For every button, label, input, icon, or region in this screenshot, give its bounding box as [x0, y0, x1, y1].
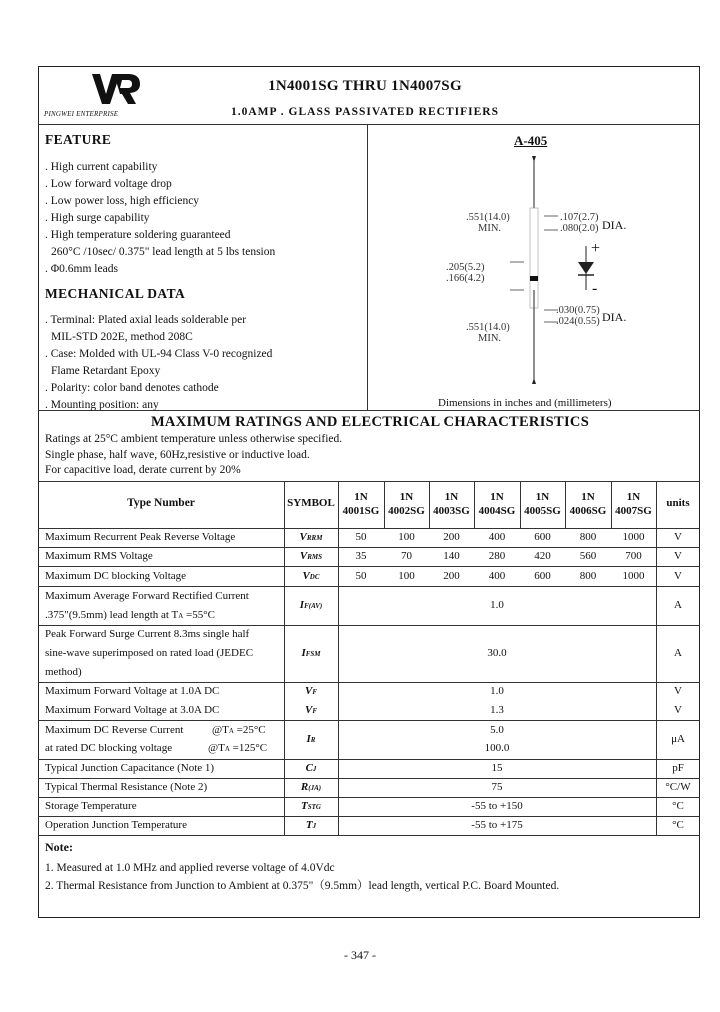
cathode-band [530, 276, 538, 281]
ratings-line: Ratings at 25°C ambient temperature unless otherwise specified. [45, 433, 343, 445]
unit-cell: μA [671, 733, 685, 745]
value-cell: 70 [401, 550, 412, 562]
list-item: . Terminal: Plated axial leads solderable per [45, 314, 247, 326]
ratings-line: For capacitive load, derate current by 20% [45, 464, 241, 476]
symbol-cell: VDC [302, 570, 320, 582]
value-cell: 30.0 [487, 647, 507, 659]
page-title: 1N4001SG THRU 1N4007SG [268, 78, 462, 94]
list-item: . Case: Molded with UL-94 Class V-0 recognized [45, 348, 273, 360]
value-cell: 700 [625, 550, 642, 562]
note-item: 2. Thermal Resistance from Junction to Ambient at 0.375"（9.5mm）lead length, vertical P.C. Board Mounted. [45, 880, 560, 892]
value-cell: 75 [491, 781, 503, 793]
param-label: .375"(9.5mm) lead length at TA =55°C [45, 609, 215, 621]
unit-cell: A [674, 647, 682, 659]
list-item: . Low forward voltage drop [45, 178, 172, 190]
symbol-header: SYMBOL [287, 497, 335, 509]
divider [367, 124, 368, 410]
value-cell: 400 [488, 531, 506, 543]
param-label: Storage Temperature [45, 800, 137, 812]
value-cell: 1.0 [490, 685, 504, 697]
dim-lead-bottom: .551(14.0) MIN. [466, 322, 510, 344]
company-logo [44, 70, 164, 120]
value-cell: 50 [355, 531, 367, 543]
param-label: Maximum DC blocking Voltage [45, 570, 187, 582]
param-label: Maximum Forward Voltage at 1.0A DC [45, 685, 220, 697]
symbol-cell: CJ [305, 762, 317, 774]
value-cell: 1.3 [490, 704, 504, 716]
param-label: Typical Thermal Resistance (Note 2) [45, 781, 208, 793]
value-cell: 1000 [622, 570, 645, 582]
model-header: 1N 4002SG [388, 491, 425, 517]
param-label: Peak Forward Surge Current 8.3ms single half [45, 628, 250, 640]
param-label: at rated DC blocking voltage [45, 742, 173, 754]
unit-cell: V [674, 531, 682, 543]
ratings-line: Single phase, half wave, 60Hz,resistive or inductive load. [45, 448, 310, 461]
dim-body-diameter-label: DIA. [602, 218, 627, 232]
value-cell: 1000 [622, 531, 645, 543]
ratings-heading: MAXIMUM RATINGS AND ELECTRICAL CHARACTERISTICS [150, 414, 590, 430]
unit-cell: °C [672, 800, 684, 812]
value-cell: 200 [443, 570, 460, 582]
divider [38, 410, 700, 411]
list-item: . Mounting position: any [45, 399, 159, 411]
value-cell: -55 to +150 [471, 800, 523, 812]
dim-lead-top: .551(14.0) MIN. [466, 212, 510, 234]
value-cell: 420 [534, 550, 551, 562]
param-condition: @TA =125°C [208, 742, 268, 754]
plus-sign: + [591, 240, 601, 257]
value-cell: 200 [443, 531, 460, 543]
value-cell: 5.0 [490, 724, 504, 736]
dim-lead-diameter-label: DIA. [602, 310, 627, 324]
list-item: MIL-STD 202E, method 208C [51, 331, 193, 343]
notes-heading: Note: [45, 840, 73, 854]
value-cell: 140 [443, 550, 460, 562]
param-label: Maximum Average Forward Rectified Current [45, 590, 249, 602]
dimension-note: Dimensions in inches and (millimeters) [438, 397, 612, 409]
dim-lead-diameter: .030(0.75) .024(0.55) [556, 305, 600, 327]
param-condition: @TA =25°C [212, 724, 266, 736]
package-name: A-405 [514, 133, 548, 148]
diode-symbol-triangle [578, 262, 594, 274]
value-cell: 280 [488, 550, 506, 562]
ratings-notes [45, 432, 342, 479]
symbol-cell: TJ [305, 819, 317, 831]
value-cell: 50 [355, 570, 367, 582]
model-header: 1N 4003SG [433, 491, 470, 517]
param-label: Maximum DC Reverse Current [45, 724, 184, 736]
list-item: . Low power loss, high efficiency [45, 195, 200, 207]
symbol-cell: VF [304, 704, 317, 716]
list-item: Flame Retardant Epoxy [51, 365, 161, 377]
unit-cell: V [674, 570, 682, 582]
feature-list [45, 159, 275, 278]
divider [38, 124, 700, 125]
value-cell: 600 [534, 531, 551, 543]
note-item: 1. Measured at 1.0 MHz and applied reverse voltage of 4.0Vdc [45, 862, 335, 874]
symbol-cell: VRRM [299, 531, 323, 543]
param-label: Maximum Forward Voltage at 3.0A DC [45, 704, 220, 716]
param-label: Maximum RMS Voltage [45, 550, 153, 562]
list-item: . Φ0.6mm leads [45, 263, 118, 275]
unit-cell: V [674, 550, 682, 562]
model-header: 1N 4001SG [342, 491, 380, 517]
unit-cell: V [674, 704, 682, 716]
list-item: . High temperature soldering guaranteed [45, 229, 231, 241]
param-label: method) [45, 666, 82, 678]
units-header: units [666, 497, 690, 509]
type-number-header: Type Number [127, 497, 195, 509]
value-cell: 100 [398, 531, 415, 543]
param-label: sine-wave superimposed on rated load (JEDEC [45, 647, 254, 659]
page-subtitle: 1.0AMP . GLASS PASSIVATED RECTIFIERS [231, 106, 499, 118]
symbol-cell: IR [306, 733, 316, 745]
value-cell: 600 [534, 570, 551, 582]
dim-body-length: .205(5.2) .166(4.2) [446, 262, 485, 284]
symbol-cell: VF [304, 685, 317, 697]
model-header: 1N 4004SG [478, 491, 516, 517]
value-cell: 560 [579, 550, 597, 562]
page-number: - 347 - [344, 948, 376, 962]
value-cell: 15 [491, 762, 503, 774]
minus-sign: - [592, 280, 598, 297]
value-cell: 100.0 [484, 742, 510, 754]
param-label: Maximum Recurrent Peak Reverse Voltage [45, 531, 236, 543]
list-item: . High surge capability [45, 212, 150, 224]
value-cell: 800 [579, 531, 597, 543]
list-item: . High current capability [45, 161, 158, 173]
list-item: . Polarity: color band denotes cathode [45, 382, 219, 394]
value-cell: -55 to +175 [471, 819, 523, 831]
model-header: 1N 4005SG [524, 491, 561, 517]
logo-text: PINGWEI ENTERPRISE [44, 110, 119, 118]
unit-cell: °C/W [665, 781, 691, 793]
mechanical-list [45, 312, 272, 414]
value-cell: 800 [579, 570, 597, 582]
value-cell: 400 [488, 570, 506, 582]
param-label: Typical Junction Capacitance (Note 1) [45, 762, 215, 774]
symbol-cell: IFSM [301, 647, 321, 659]
symbol-cell: IF(AV) [299, 599, 323, 611]
unit-cell: V [674, 685, 682, 697]
model-header: 1N 4006SG [569, 491, 607, 517]
value-cell: 100 [398, 570, 415, 582]
unit-cell: A [674, 599, 682, 611]
value-cell: 1.0 [490, 599, 504, 611]
symbol-cell: TSTG [301, 800, 321, 812]
unit-cell: pF [672, 762, 684, 774]
symbol-cell: VRMS [299, 550, 323, 562]
model-header: 1N 4007SG [615, 491, 652, 517]
feature-heading: FEATURE [45, 132, 112, 147]
symbol-cell: R(JA) [300, 781, 322, 793]
pingwei-logo-icon [44, 70, 164, 108]
dim-body-diameter: .107(2.7) .080(2.0) [560, 212, 599, 234]
value-cell: 35 [355, 550, 367, 562]
param-label: Operation Junction Temperature [45, 819, 187, 831]
list-item: 260°C /10sec/ 0.375" lead length at 5 lbs tension [51, 246, 276, 258]
unit-cell: °C [672, 819, 684, 831]
mechanical-heading: MECHANICAL DATA [45, 286, 186, 301]
